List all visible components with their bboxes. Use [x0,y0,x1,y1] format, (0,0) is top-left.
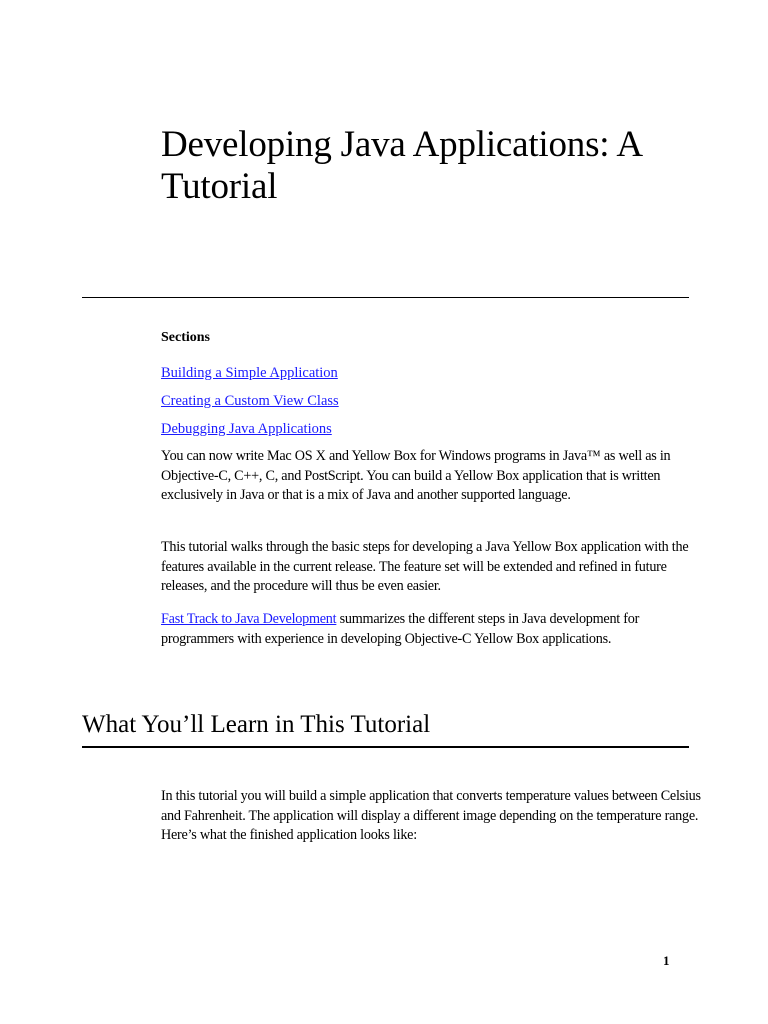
list-item [161,364,339,392]
toc-link-creating-custom-view-class[interactable]: Creating a Custom View Class [161,393,339,409]
walkthrough-paragraph: This tutorial walks through the basic steps for developing a Java Yellow Box application with the features available in the current release. The feature set will be extended and refined in future releases, and the procedure will thus be even easier. [161,539,689,595]
toc-link-debugging-java-applications[interactable]: Debugging Java Applications [161,421,332,437]
sections-heading: Sections [161,330,210,345]
toc-link-building-simple-application[interactable]: Building a Simple Application [161,365,338,381]
title-divider [82,297,689,298]
fast-track-text: summarizes the different steps in Java development for programmers with experience in developing Objective-C Yellow Box applications. [161,611,640,647]
list-item [161,392,339,420]
section-divider [82,746,689,748]
page-number: 1 [663,953,670,968]
fast-track-paragraph [161,610,701,649]
sections-list [161,364,339,448]
list-item [161,420,339,448]
intro-paragraph: You can now write Mac OS X and Yellow Box for Windows programs in Java™ as well as in Objective-C, C++, C, and PostScript. You can build a Yellow Box application that is written exclusively in Java or that is a mix of Java and another supported language. [161,448,671,504]
page-title: Developing Java Applications: A Tutorial [161,124,641,207]
section-heading: What You’ll Learn in This Tutorial [82,711,431,738]
tutorial-overview-paragraph: In this tutorial you will build a simple application that converts temperature values between Celsius and Fahrenheit. The application will display a different image depending on the temperature range. Here’s what the finished application looks like: [161,788,701,844]
fast-track-link[interactable]: Fast Track to Java Development [161,611,337,627]
